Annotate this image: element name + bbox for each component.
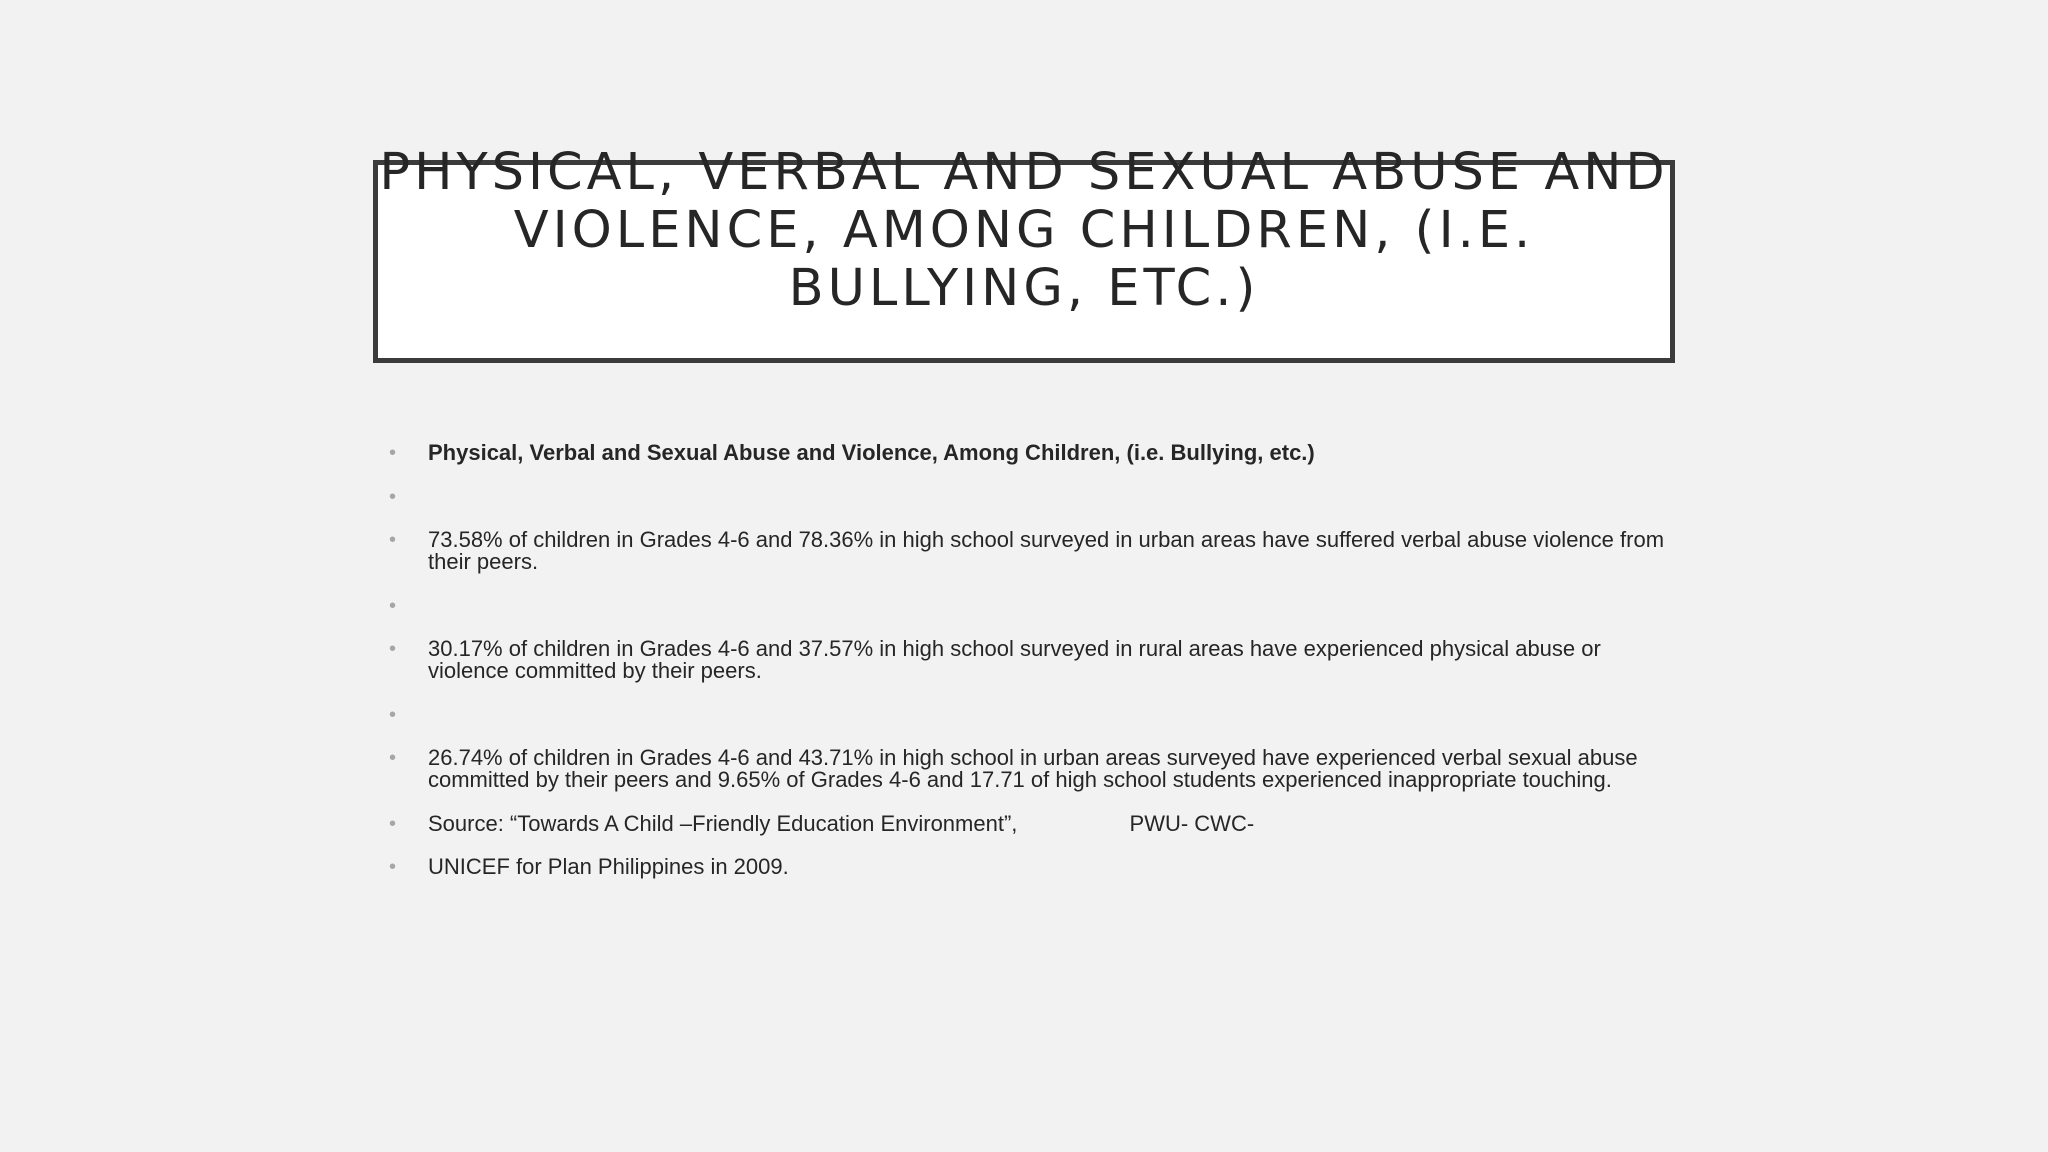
bullet-text: 30.17% of children in Grades 4-6 and 37.57% in high school surveyed in rural areas have experienced physical abuse or violence committed by their peers. [428, 635, 1601, 683]
bullet-item-verbal-abuse [386, 526, 1676, 574]
bullet-list [386, 442, 1676, 900]
bullet-text: 26.74% of children in Grades 4-6 and 43.71% in high school in urban areas surveyed have experienced verbal sexual abuse committed by their peers and 9.65% of Grades 4-6 and 17.71 of high school students experienced inappropriate touching. [428, 744, 1638, 792]
source-text: Source: “Towards A Child –Friendly Education Environment”, [428, 810, 1018, 836]
bullet-item-physical-abuse [386, 635, 1676, 683]
bullet-icon: • [389, 485, 397, 508]
bullet-text: 73.58% of children in Grades 4-6 and 78.36% in high school surveyed in urban areas have suffered verbal abuse violence from their peers. [428, 526, 1665, 574]
bullet-item-sexual-abuse [386, 744, 1676, 792]
source-org-text: PWU- CWC- [1129, 810, 1255, 836]
bullet-icon: • [389, 442, 397, 464]
bullet-text: Physical, Verbal and Sexual Abuse and Violence, Among Children, (i.e. Bullying, etc.) [428, 440, 1315, 465]
bullet-text: UNICEF for Plan Philippines in 2009. [428, 854, 789, 879]
bullet-item-empty [386, 486, 1676, 508]
slide-title: PHYSICAL, VERBAL AND SEXUAL ABUSE AND VIOLENCE, AMONG CHILDREN, (I.E. BULLYING, ETC.) [379, 143, 1669, 318]
bullet-icon: • [389, 594, 397, 617]
bullet-icon: • [389, 856, 397, 878]
bullet-icon: • [389, 812, 397, 835]
bullet-icon: • [389, 637, 397, 660]
bullet-item-empty [386, 595, 1676, 617]
bullet-icon: • [389, 528, 397, 551]
bullet-item-heading [386, 442, 1676, 465]
bullet-icon: • [389, 703, 397, 726]
bullet-item-empty [386, 704, 1676, 726]
bullet-item-source-continued [386, 856, 1676, 879]
bullet-icon: • [389, 746, 397, 769]
bullet-item-source [386, 810, 1676, 836]
